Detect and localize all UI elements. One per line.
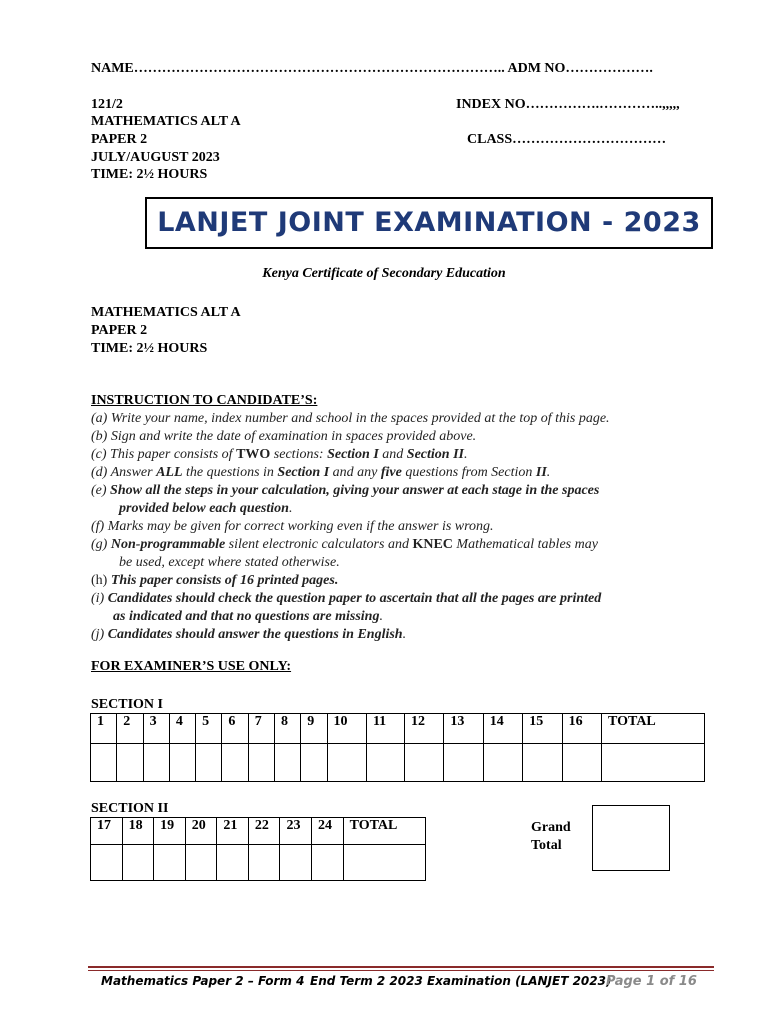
- section2-table: [90, 817, 426, 881]
- instruction-d: (d) Answer ALL the questions in Section I and any five questions from Section II.: [91, 465, 551, 480]
- instruction-i-cont: as indicated and that no questions are missing.: [113, 609, 383, 624]
- score-cell[interactable]: [248, 744, 274, 782]
- exam-time: TIME: 2½ HOURS: [91, 167, 208, 182]
- score-cell[interactable]: [248, 845, 280, 881]
- score-cell[interactable]: [483, 744, 522, 782]
- section1-col: 5: [196, 714, 222, 744]
- section1-col: 8: [274, 714, 300, 744]
- section1-col: 2: [117, 714, 143, 744]
- score-cell[interactable]: [196, 744, 222, 782]
- section1-col: 9: [301, 714, 327, 744]
- section1-col: 6: [222, 714, 248, 744]
- instruction-j: (j) Candidates should answer the questions in English.: [91, 627, 407, 642]
- score-cell[interactable]: [280, 845, 312, 881]
- examiner-title: FOR EXAMINER’S USE ONLY:: [91, 659, 292, 674]
- section2-score-row: [91, 845, 426, 881]
- section2-col-total: TOTAL: [343, 818, 425, 845]
- section2-col: 23: [280, 818, 312, 845]
- score-cell[interactable]: [274, 744, 300, 782]
- score-cell[interactable]: [222, 744, 248, 782]
- grand-total-label-1: Grand: [531, 820, 571, 835]
- score-cell[interactable]: [327, 744, 366, 782]
- page-number: Page 1 of 16: [606, 974, 697, 989]
- score-cell[interactable]: [404, 744, 443, 782]
- total-cell[interactable]: [343, 845, 425, 881]
- instruction-g: (g) Non-programmable silent electronic calculators and KNEC Mathematical tables may: [91, 537, 598, 552]
- section2-col: 20: [185, 818, 217, 845]
- score-cell[interactable]: [301, 744, 327, 782]
- section2-header-row: [91, 818, 426, 845]
- score-cell[interactable]: [523, 744, 562, 782]
- subtitle: Kenya Certificate of Secondary Education: [262, 266, 506, 281]
- section1-col: 14: [483, 714, 522, 744]
- instruction-c: (c) This paper consists of TWO sections: Section I and Section II.: [91, 447, 468, 462]
- banner-title: LANJET JOINT EXAMINATION - 2023: [157, 207, 701, 238]
- score-cell[interactable]: [312, 845, 344, 881]
- exam-date: JULY/AUGUST 2023: [91, 150, 220, 165]
- instructions-title: INSTRUCTION TO CANDIDATE’S:: [91, 393, 318, 408]
- score-cell[interactable]: [143, 744, 169, 782]
- score-cell[interactable]: [117, 744, 143, 782]
- section2-col: 24: [312, 818, 344, 845]
- section2-col: 22: [248, 818, 280, 845]
- instruction-f: (f) Marks may be given for correct working even if the answer is wrong.: [91, 519, 494, 534]
- footer-rule: [88, 966, 714, 968]
- score-cell[interactable]: [91, 845, 123, 881]
- section1-table: [90, 713, 705, 782]
- footer-exam: End Term 2 2023 Examination (LANJET 2023): [310, 974, 612, 988]
- footer-subject: Mathematics Paper 2 – Form 4: [101, 974, 305, 988]
- instruction-g-cont: be used, except where stated otherwise.: [119, 555, 340, 570]
- score-cell[interactable]: [122, 845, 154, 881]
- section2-label: SECTION II: [91, 801, 169, 816]
- score-cell[interactable]: [185, 845, 217, 881]
- instruction-i: (i) Candidates should check the question paper to ascertain that all the pages are printed: [91, 591, 602, 606]
- name-adm-line: NAME…………………………………………………………………….. ADM NO……………….: [91, 61, 653, 76]
- class-line: CLASS……………………………: [467, 132, 667, 147]
- section1-col: 12: [404, 714, 443, 744]
- paper-number: PAPER 2: [91, 132, 148, 147]
- section1-col: 11: [366, 714, 404, 744]
- instruction-b: (b) Sign and write the date of examination in spaces provided above.: [91, 429, 477, 444]
- subject-title: MATHEMATICS ALT A: [91, 114, 241, 129]
- section2-col: 21: [217, 818, 249, 845]
- instruction-a: (a) Write your name, index number and school in the spaces provided at the top of this page.: [91, 411, 610, 426]
- section1-col: 1: [91, 714, 117, 744]
- footer-rule-thin: [88, 970, 714, 971]
- instructions-list: [91, 410, 731, 644]
- score-cell[interactable]: [154, 845, 186, 881]
- section1-col: 4: [169, 714, 195, 744]
- grand-total-box[interactable]: [592, 805, 670, 871]
- section1-col: 16: [562, 714, 601, 744]
- section2-col: 17: [91, 818, 123, 845]
- score-cell[interactable]: [91, 744, 117, 782]
- score-cell[interactable]: [366, 744, 404, 782]
- subject-title-2: MATHEMATICS ALT A: [91, 305, 241, 320]
- index-no-line: INDEX NO…………….…………..,,,,,: [456, 97, 680, 112]
- section2-col: 19: [154, 818, 186, 845]
- section1-col-total: TOTAL: [602, 714, 705, 744]
- section1-score-row: [91, 744, 705, 782]
- section1-col: 3: [143, 714, 169, 744]
- section1-col: 7: [248, 714, 274, 744]
- instruction-h: (h) This paper consists of 16 printed pages.: [91, 573, 339, 588]
- paper-number-2: PAPER 2: [91, 323, 148, 338]
- section1-col: 15: [523, 714, 562, 744]
- total-cell[interactable]: [602, 744, 705, 782]
- section1-col: 10: [327, 714, 366, 744]
- exam-banner: [145, 197, 713, 249]
- score-cell[interactable]: [169, 744, 195, 782]
- exam-time-2: TIME: 2½ HOURS: [91, 341, 208, 356]
- score-cell[interactable]: [217, 845, 249, 881]
- score-cell[interactable]: [444, 744, 483, 782]
- section2-col: 18: [122, 818, 154, 845]
- paper-code: 121/2: [91, 97, 123, 112]
- section1-col: 13: [444, 714, 483, 744]
- score-cell[interactable]: [562, 744, 601, 782]
- grand-total-label-2: Total: [531, 838, 562, 853]
- instruction-e: (e) Show all the steps in your calculation, giving your answer at each stage in the spaces: [91, 483, 600, 498]
- section1-label: SECTION I: [91, 697, 163, 712]
- section1-header-row: [91, 714, 705, 744]
- instruction-e-cont: provided below each question.: [119, 501, 293, 516]
